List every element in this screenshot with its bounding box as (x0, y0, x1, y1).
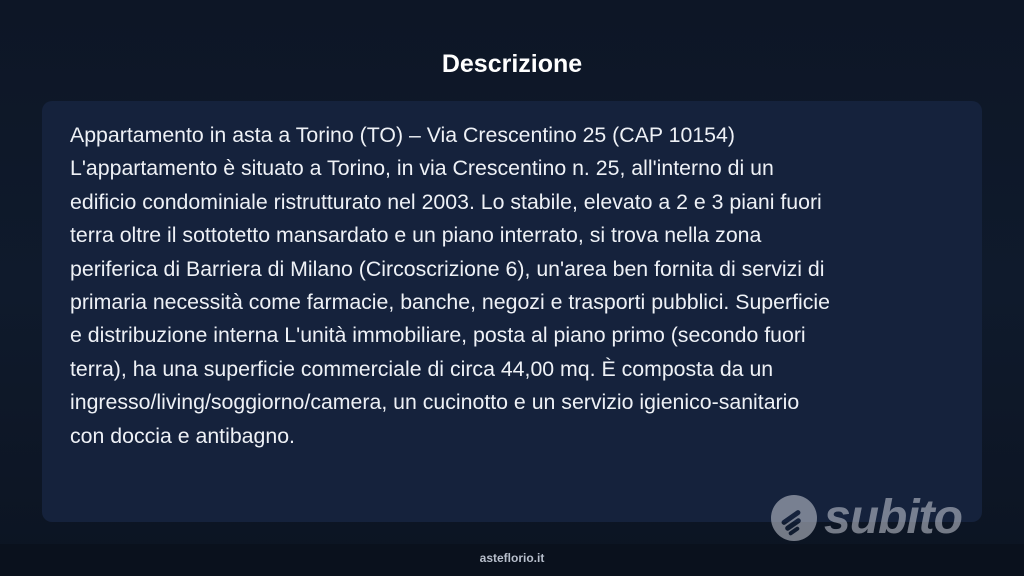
page-title: Descrizione (441, 50, 583, 78)
description-line: e distribuzione interna L'unità immobiliare, posta al piano primo (secondo fuori (70, 323, 806, 348)
description-line: primaria necessità come farmacie, banche, negozi e trasporti pubblici. Superficie (70, 290, 830, 315)
description-line: edificio condominiale ristrutturato nel 2003. Lo stabile, elevato a 2 e 3 piani fuori (70, 189, 822, 214)
description-line: Appartamento in asta a Torino (TO) – Via Crescentino 25 (CAP 10154) (70, 123, 735, 147)
subito-logo-icon (770, 494, 818, 542)
description-line: ingresso/living/soggiorno/camera, un cucinotto e un servizio igienico-sanitario (70, 390, 800, 415)
description-line: periferica di Barriera di Milano (Circoscrizione 6), un'area ben fornita di servizi di (70, 256, 825, 281)
description-card (42, 101, 982, 522)
subito-watermark (770, 490, 962, 546)
description-line: terra), ha una superficie commerciale di circa 44,00 mq. È composta da un (70, 356, 774, 381)
description-line: con doccia e antibagno. (70, 423, 295, 448)
description-text (70, 119, 958, 453)
description-line: L'appartamento è situato a Torino, in via Crescentino n. 25, all'interno di un (70, 156, 774, 181)
watermark-text: subito (824, 491, 962, 544)
description-line: terra oltre il sottotetto mansardato e un piano interrato, si trova nella zona (70, 223, 762, 248)
footer-source: asteflorio.it (479, 551, 545, 565)
